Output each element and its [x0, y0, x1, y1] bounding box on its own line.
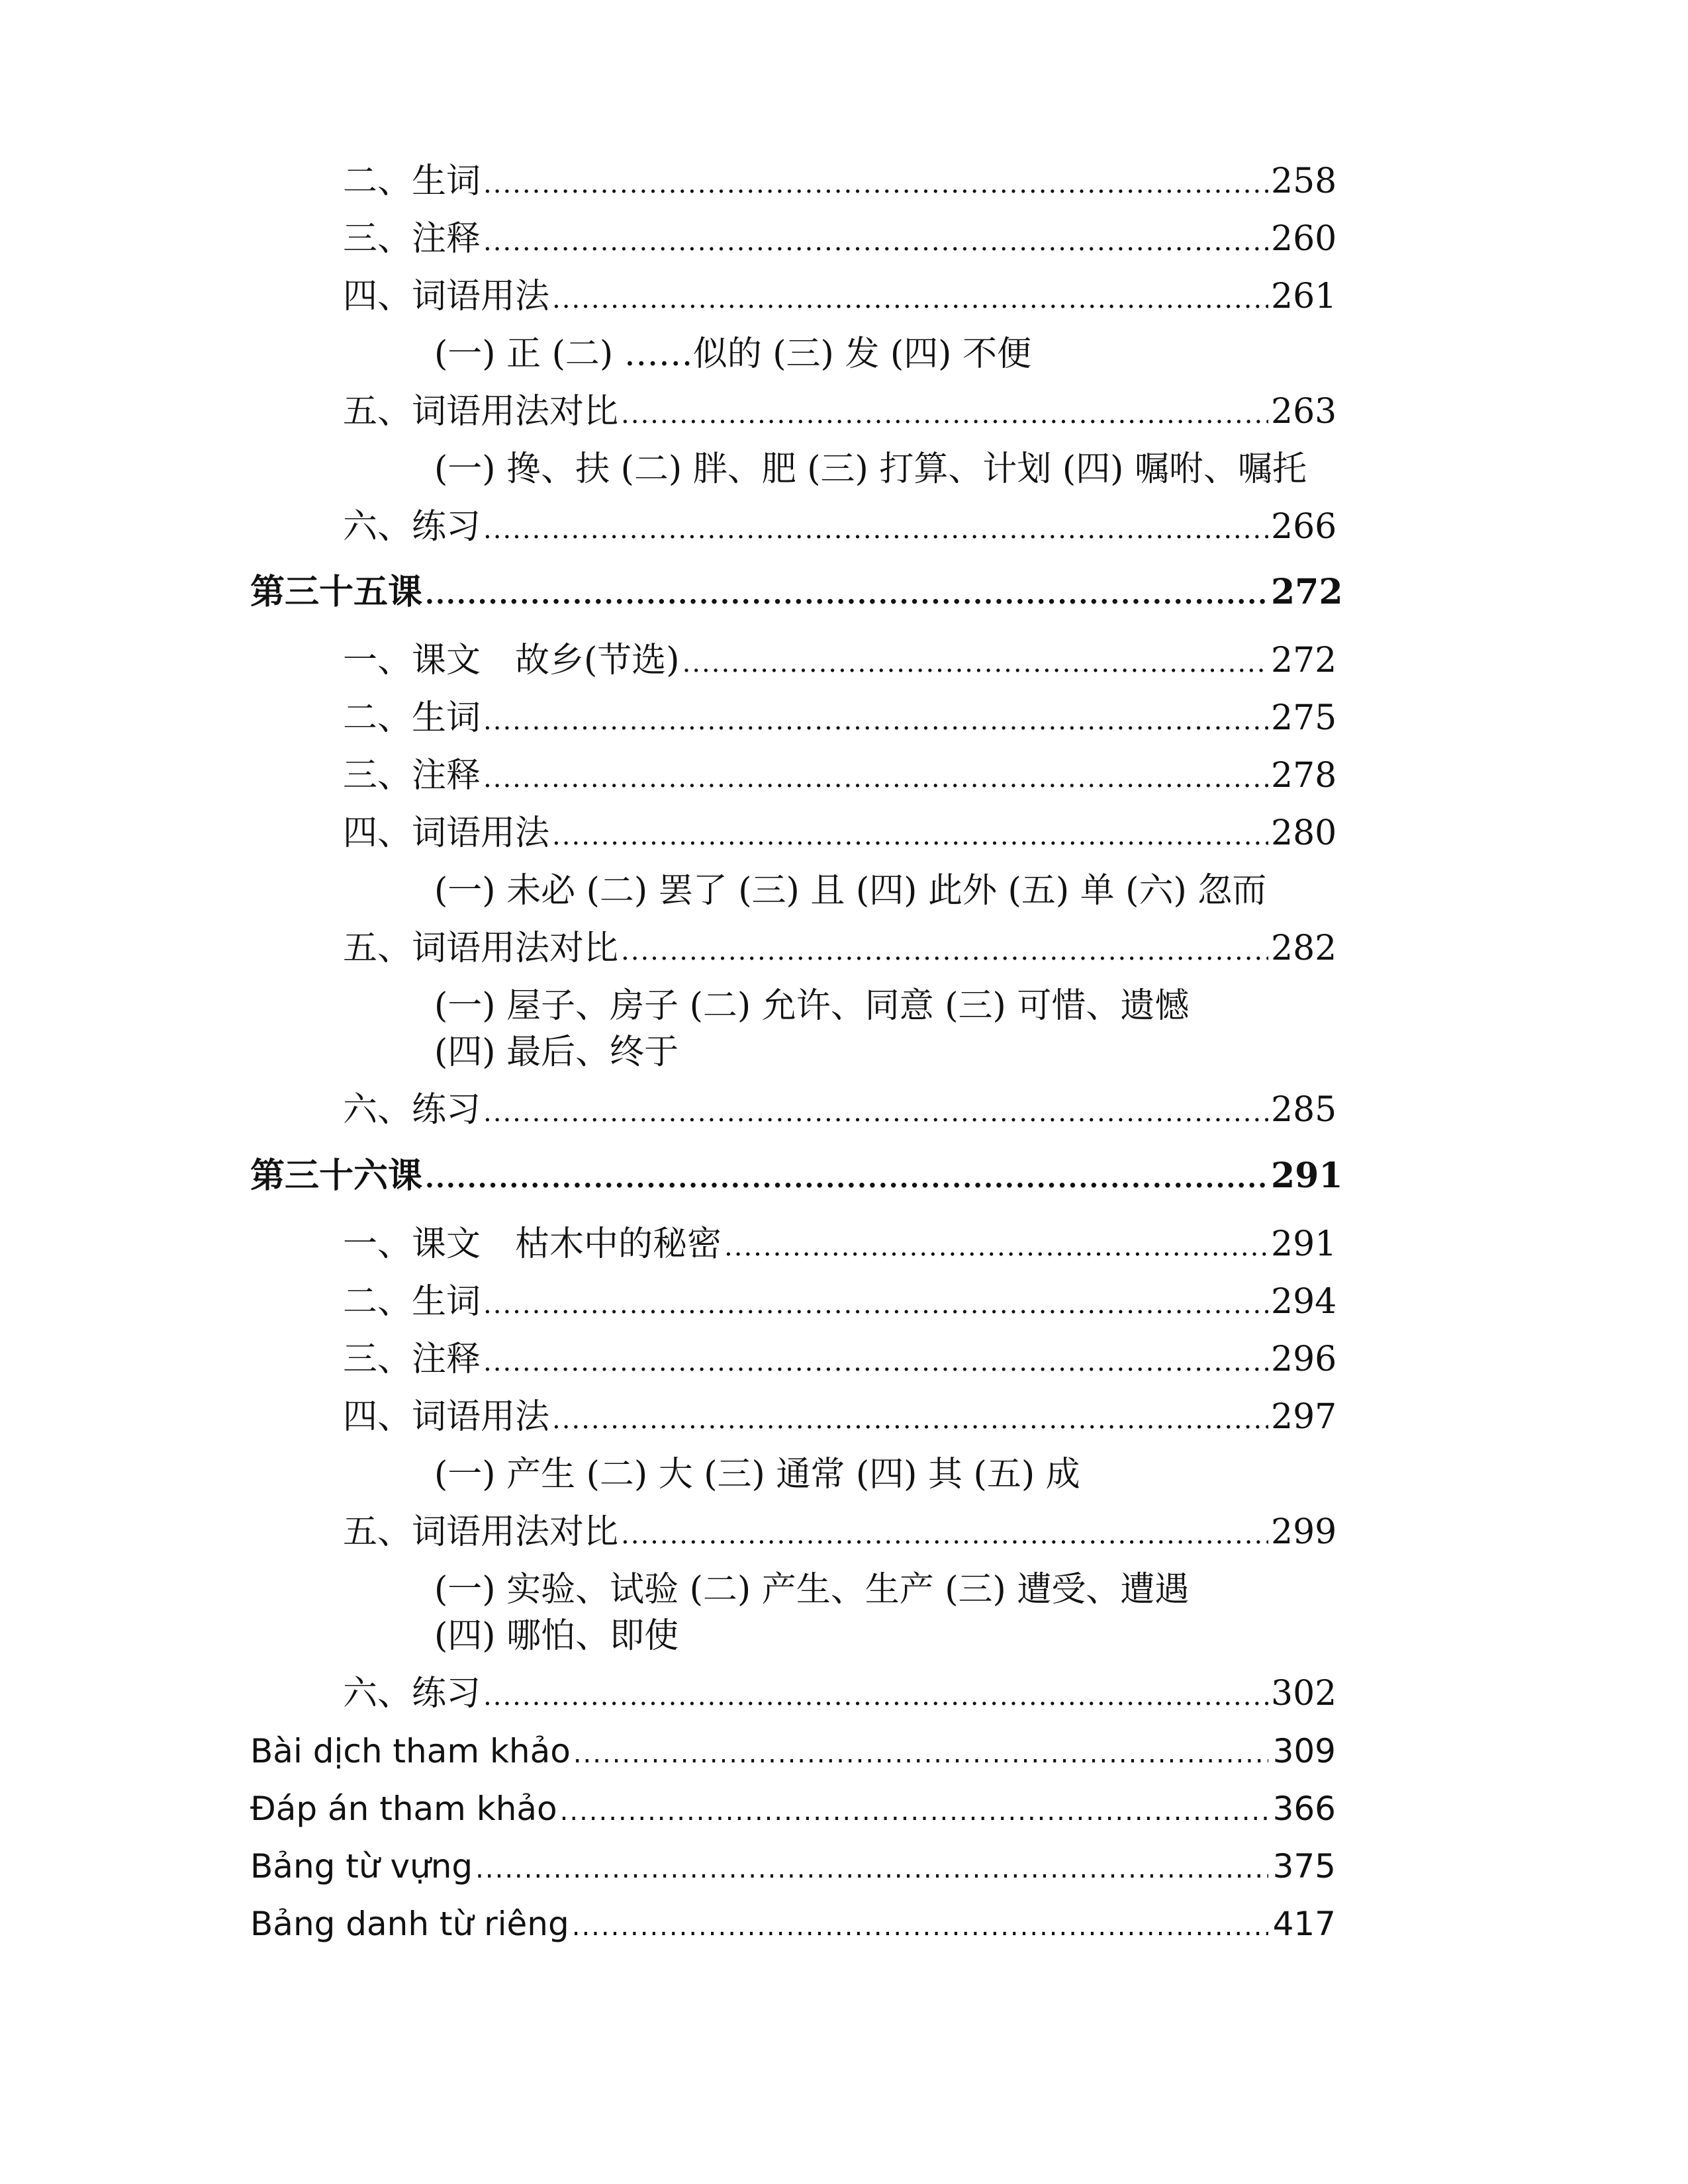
dot-leader	[621, 929, 1268, 974]
toc-entry-label: 一、课文 故乡(节选)	[343, 641, 680, 680]
dot-leader	[483, 507, 1268, 552]
toc-entry-word-usage[interactable]	[343, 274, 1336, 322]
dot-leader	[475, 1846, 1268, 1891]
toc-subtopics: (一) 搀、扶 (二) 胖、肥 (三) 打算、计划 (四) 嘱咐、嘱托	[434, 449, 1307, 489]
toc-entry-label: Bảng từ vựng	[250, 1847, 473, 1886]
dot-leader	[483, 219, 1268, 264]
toc-entry-label: Bảng danh từ riêng	[250, 1905, 569, 1943]
lesson-title: 第三十五课	[250, 572, 423, 612]
toc-page-number: 272	[1271, 641, 1337, 680]
toc-entry-vocabulary-list[interactable]	[250, 1844, 1336, 1891]
toc-page-number: 417	[1272, 1905, 1336, 1943]
toc-page-number: 291	[1271, 1156, 1343, 1196]
lesson-title: 第三十六课	[250, 1156, 423, 1196]
toc-entry-vocabulary[interactable]	[343, 159, 1336, 206]
dot-leader	[483, 1090, 1268, 1135]
toc-entry-exercises[interactable]	[343, 1671, 1336, 1719]
toc-entry-label: 五、词语用法对比	[343, 392, 619, 432]
toc-page-number: 275	[1271, 698, 1337, 738]
toc-entry-word-usage[interactable]	[343, 811, 1336, 858]
toc-subtopics: (一) 正 (二) ……似的 (三) 发 (四) 不便	[434, 334, 1032, 374]
toc-entry-proper-nouns[interactable]	[250, 1901, 1336, 1949]
toc-entry-usage-comparison[interactable]	[343, 1510, 1336, 1557]
toc-page-number: 302	[1271, 1674, 1337, 1713]
toc-entry-label: 三、注释	[343, 1340, 481, 1379]
toc-page-number: 280	[1271, 813, 1337, 853]
toc-page-number: 261	[1271, 277, 1337, 316]
toc-entry-label: 一、课文 枯木中的秘密	[343, 1224, 722, 1264]
dot-leader	[483, 161, 1268, 206]
toc-entry-reference-translation[interactable]	[250, 1729, 1336, 1776]
toc-page-number: 366	[1272, 1790, 1336, 1828]
toc-page-number: 278	[1271, 756, 1337, 796]
dot-leader	[552, 277, 1268, 322]
toc-entry-label: 五、词语用法对比	[343, 1512, 619, 1552]
toc-entry-notes[interactable]	[343, 1337, 1336, 1385]
toc-page-number: 291	[1271, 1224, 1337, 1264]
dot-leader	[425, 1156, 1268, 1201]
toc-entry-label: 二、生词	[343, 1282, 481, 1322]
toc-page-number: 294	[1271, 1282, 1337, 1322]
toc-entry-label: 六、练习	[343, 1090, 481, 1130]
dot-leader	[483, 1282, 1268, 1327]
toc-entry-exercises[interactable]	[343, 1087, 1336, 1135]
toc-page-number: 296	[1271, 1340, 1337, 1379]
toc-entry-label: 五、词语用法对比	[343, 929, 619, 968]
toc-lesson-35[interactable]	[250, 570, 1343, 617]
toc-entry-label: 四、词语用法	[343, 1397, 550, 1437]
toc-lesson-36[interactable]	[250, 1154, 1343, 1201]
toc-subtopics: (一) 未必 (二) 罢了 (三) 且 (四) 此外 (五) 单 (六) 忽而	[434, 871, 1267, 911]
dot-leader	[560, 1789, 1268, 1834]
toc-entry-text[interactable]	[343, 1222, 1336, 1269]
dot-leader	[425, 572, 1268, 617]
toc-entry-notes[interactable]	[343, 753, 1336, 801]
dot-leader	[483, 756, 1268, 801]
dot-leader	[483, 698, 1268, 743]
toc-entry-label: 二、生词	[343, 698, 481, 738]
toc-subtopics: (一) 产生 (二) 大 (三) 通常 (四) 其 (五) 成	[434, 1455, 1080, 1494]
dot-leader	[621, 1512, 1268, 1557]
toc-entry-label: 六、练习	[343, 507, 481, 547]
toc-entry-label: 四、词语用法	[343, 813, 550, 853]
toc-entry-vocabulary[interactable]	[343, 696, 1336, 743]
toc-page-number: 282	[1271, 929, 1337, 968]
dot-leader	[552, 813, 1268, 858]
toc-subtopics: (四) 最后、终于	[434, 1032, 679, 1072]
toc-entry-label: 六、练习	[343, 1674, 481, 1713]
dot-leader	[724, 1224, 1268, 1269]
toc-page-number: 375	[1272, 1847, 1336, 1886]
toc-page-number: 263	[1271, 392, 1337, 432]
dot-leader	[483, 1340, 1268, 1385]
toc-entry-usage-comparison[interactable]	[343, 926, 1336, 974]
toc-entry-usage-comparison[interactable]	[343, 389, 1336, 437]
toc-subtopics: (一) 实验、试验 (二) 产生、生产 (三) 遭受、遭遇	[434, 1570, 1190, 1610]
toc-entry-label: 三、注释	[343, 219, 481, 259]
toc-subtopics: (一) 屋子、房子 (二) 允许、同意 (三) 可惜、遗憾	[434, 986, 1190, 1026]
toc-page-number: 260	[1271, 219, 1337, 259]
toc-page-number: 258	[1271, 161, 1337, 201]
toc-entry-notes[interactable]	[343, 216, 1336, 264]
toc-subtopics: (四) 哪怕、即使	[434, 1616, 679, 1656]
toc-page-number: 272	[1271, 572, 1343, 612]
toc-entry-exercises[interactable]	[343, 504, 1336, 552]
toc-entry-word-usage[interactable]	[343, 1394, 1336, 1442]
toc-entry-label: 三、注释	[343, 756, 481, 796]
dot-leader	[572, 1904, 1268, 1949]
toc-page-number: 309	[1272, 1732, 1336, 1770]
dot-leader	[621, 392, 1268, 437]
toc-entry-label: Đáp án tham khảo	[250, 1790, 557, 1828]
dot-leader	[483, 1674, 1268, 1719]
toc-entry-label: Bài dịch tham khảo	[250, 1732, 571, 1770]
toc-entry-vocabulary[interactable]	[343, 1279, 1336, 1327]
toc-entry-label: 四、词语用法	[343, 277, 550, 316]
toc-page-number: 285	[1271, 1090, 1337, 1130]
dot-leader	[682, 641, 1268, 686]
toc-entry-answer-key[interactable]	[250, 1786, 1336, 1834]
toc-page-number: 266	[1271, 507, 1337, 547]
toc-page-number: 299	[1271, 1512, 1337, 1552]
toc-entry-label: 二、生词	[343, 161, 481, 201]
dot-leader	[552, 1397, 1268, 1442]
toc-page-number: 297	[1271, 1397, 1337, 1437]
dot-leader	[573, 1731, 1268, 1776]
toc-entry-text[interactable]	[343, 638, 1336, 686]
